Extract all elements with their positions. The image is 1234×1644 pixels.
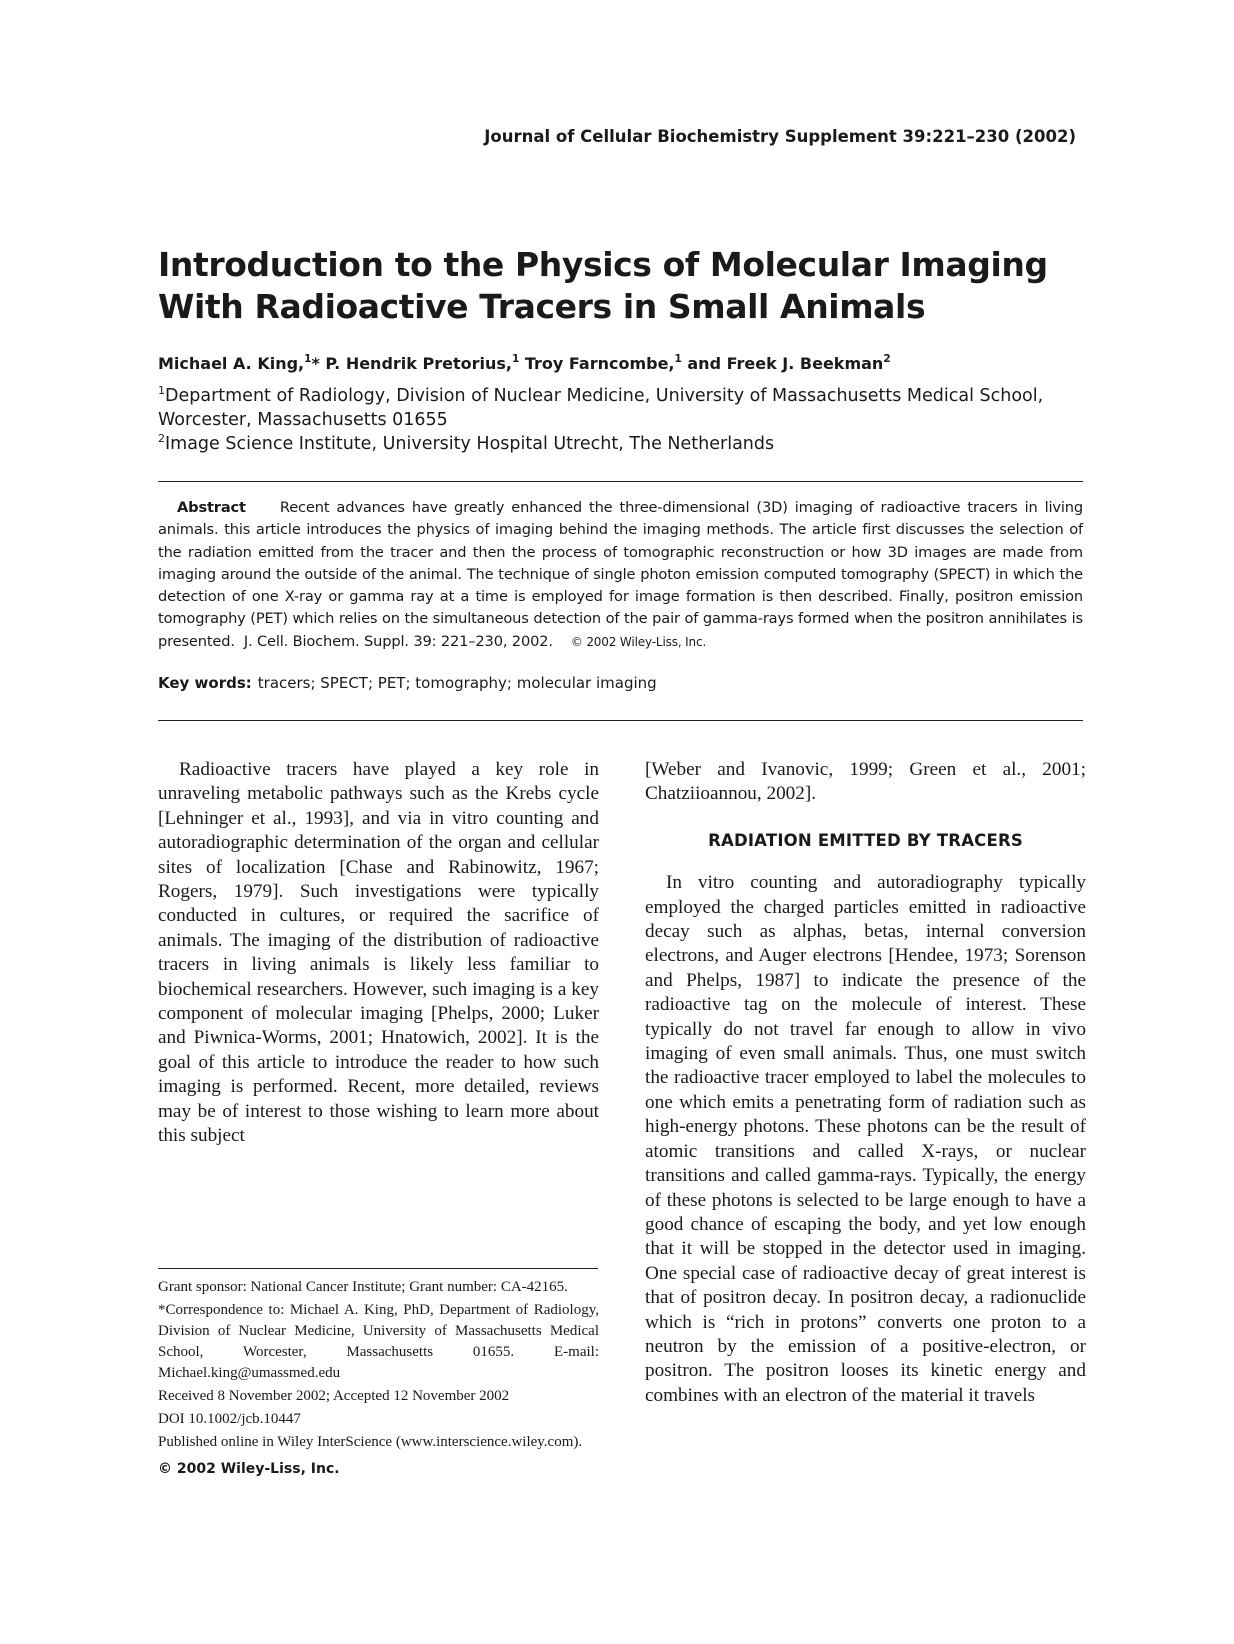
divider-top [158, 481, 1083, 482]
affiliation-sup: 1 [158, 384, 165, 397]
affiliation-1 [158, 384, 1083, 408]
author-name: Freek J. Beekman [726, 354, 884, 373]
author-name: Michael A. King, [158, 354, 305, 373]
footnote-received: Received 8 November 2002; Accepted 12 November 2002 [158, 1388, 510, 1404]
footnote-correspondence: *Correspondence to: Michael A. King, PhD, Department of Radiology, Division of Nuclear Medicine, University of Massachusetts Medical School, Worcester, Massachusetts 01655. E-mail: Michael.king@umassmed.edu [158, 1302, 599, 1381]
body-paragraph: Radioactive tracers have played a key role in unraveling metabolic pathways such as the Krebs cycle [Lehninger et al., 1993], and via in vitro counting and autoradiographic determination of the organ and cellular sites of localization [Chase and Rabinowitz, 1967; Rogers, 1979]. Such investigations were typically conducted in cultures, or required the sacrifice of animals. The imaging of the distribution of radioactive tracers in living animals is likely less familiar to biochemical researchers. However, such imaging is a key component of molecular imaging [Phelps, 2000; Luker and Piwnica-Worms, 2001; Hnatowich, 2002]. It is the goal of this article to introduce the reader to how such imaging is performed. Recent, more detailed, reviews may be of interest to those wishing to learn more about this subject [158, 759, 599, 1147]
title-line-1: Introduction to the Physics of Molecular Imaging [158, 245, 1048, 284]
keywords-label: Key words: [158, 674, 252, 692]
author-affil-sup: 1 [304, 353, 312, 365]
author-separator: * [311, 354, 326, 373]
footnotes [158, 1277, 599, 1482]
keywords [158, 674, 657, 692]
footnote-divider [158, 1268, 598, 1269]
author-affil-sup: 1 [674, 353, 682, 365]
abstract-citation: J. Cell. Biochem. Suppl. 39: 221–230, 2002. [243, 632, 553, 650]
footnote-published: Published online in Wiley InterScience (www.interscience.wiley.com). [158, 1434, 583, 1450]
affiliations [158, 384, 1083, 456]
journal-header: Journal of Cellular Biochemistry Supplement 39:221–230 (2002) [484, 127, 1076, 146]
author-list [158, 354, 891, 373]
author-separator: and [681, 354, 727, 373]
abstract-copyright: © 2002 Wiley-Liss, Inc. [570, 634, 707, 649]
body-paragraph-continued: [Weber and Ivanovic, 1999; Green et al., 2001; Chatziioannou, 2002]. [645, 759, 1086, 805]
affiliation-text: Image Science Institute, University Hospital Utrecht, The Netherlands [165, 434, 775, 454]
author-affil-sup: 2 [883, 353, 891, 365]
abstract-label: Abstract [177, 499, 246, 516]
affiliation-text: Department of Radiology, Division of Nuclear Medicine, University of Massachusetts Medical School, [165, 386, 1044, 406]
body-column-left [158, 758, 599, 1149]
body-column-right [645, 758, 1086, 1408]
abstract [158, 497, 1083, 653]
affiliation-1-cont: Worcester, Massachusetts 01655 [158, 410, 448, 430]
abstract-text: Recent advances have greatly enhanced the three-dimensional (3D) imaging of radioactive tracers in living animals. this article introduces the physics of imaging behind the imaging methods. The article first discusses the selection of the radiation emitted from the tracer and then the process of tomographic reconstruction or how 3D images are made from imaging around the outside of the animal. The technique of single photon emission computed tomography (SPECT) in which the detection of one X-ray or gamma ray at a time is employed for image formation is then described. Finally, positron emission tomography (PET) which relies on the simultaneous detection of the pair of gamma-rays formed when the positron annihilates is presented. [158, 499, 1083, 650]
keywords-text: tracers; SPECT; PET; tomography; molecular imaging [257, 674, 657, 692]
author-affil-sup: 1 [511, 353, 520, 365]
affiliation-2 [158, 432, 1083, 456]
footnote-copyright: © 2002 Wiley-Liss, Inc. [158, 1461, 340, 1477]
paper-title [158, 244, 1058, 328]
affiliation-sup: 2 [158, 432, 165, 445]
section-heading: RADIATION EMITTED BY TRACERS [708, 830, 1023, 850]
title-line-2: With Radioactive Tracers in Small Animals [158, 287, 926, 326]
footnote-doi: DOI 10.1002/jcb.10447 [158, 1411, 301, 1427]
author-name: Troy Farncombe, [524, 354, 675, 373]
author-name: P. Hendrik Pretorius, [325, 354, 512, 373]
body-paragraph: In vitro counting and autoradiography typically employed the charged particles emitted in radioactive decay such as alphas, betas, internal conversion electrons, and Auger electrons [Hendee, 1973; Sorenson and Phelps, 1987] to indicate the presence of the radioactive tag on the molecule of interest. These typically do not travel far enough to allow in vivo imaging of even small animals. Thus, one must switch the radioactive tracer employed to label the molecules to one which emits a penetrating form of radiation such as high-energy photons. These photons can be the result of atomic transitions and called X-rays, or nuclear transitions and called gamma-rays. Typically, the energy of these photons is selected to be large enough to have a good chance of escaping the body, and yet low enough that it will be stopped in the detector used in imaging. One special case of radioactive decay of great interest is that of positron decay. In positron decay, a radionuclide which is “rich in protons” converts one proton to a neutron by the emission of a positive-electron, or positron. The positron looses its kinetic energy and combines with an electron of the material it travels [645, 872, 1086, 1406]
divider-bottom [158, 720, 1083, 721]
footnote-grant: Grant sponsor: National Cancer Institute; Grant number: CA-42165. [158, 1279, 568, 1295]
